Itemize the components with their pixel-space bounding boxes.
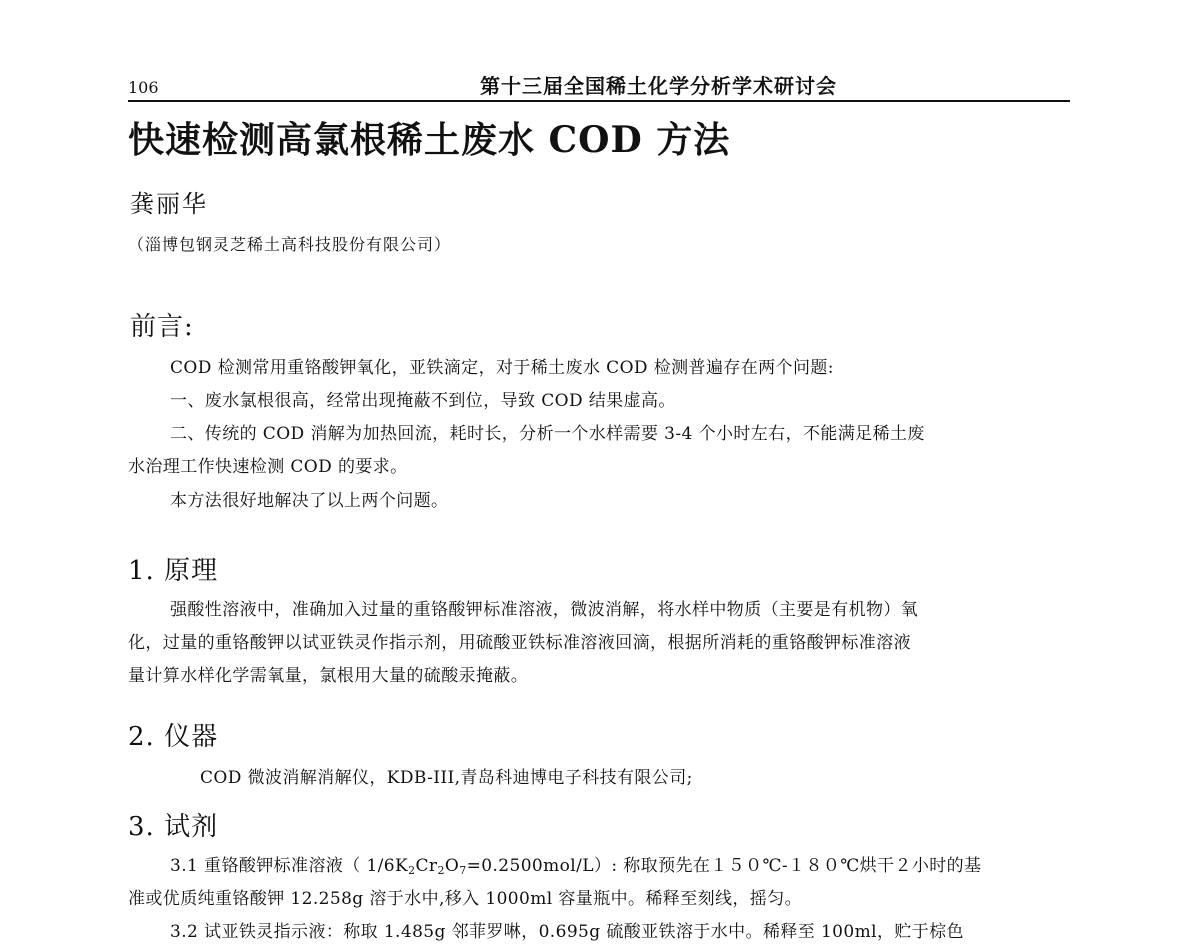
journal-title: 第十三届全国稀土化学分析学术研讨会 (480, 74, 837, 98)
instrument-text: COD 微波消解消解仪，KDB-III,青岛科迪博电子科技有限公司; (200, 768, 693, 788)
section-reagents-heading: 3. 试剂 (128, 812, 219, 842)
section-reagents-body (128, 850, 1070, 949)
reagent-1-text-o: O (444, 856, 460, 876)
reagent-1-text-start: 3.1 重铬酸钾标准溶液（ 1/6K (170, 856, 409, 876)
principle-line-2: 化，过量的重铬酸钾以试亚铁灵作指示剂，用硫酸亚铁标准溶液回滴，根据所消耗的重铬酸钾标准溶液 (128, 633, 911, 654)
paper-title: 快速检测高氯根稀土废水 COD 方法 (128, 119, 731, 161)
running-header (128, 70, 1070, 102)
reagent-1-text-end: =0.2500mol/L）: 称取预先在１５０℃-１８０℃烘干２小时的基 (466, 856, 982, 876)
reagent-1-sub-cr: 2 (437, 864, 445, 877)
section-instrument-heading: 2. 仪器 (128, 722, 219, 752)
preface-paragraph-2: 一、废水氯根很高，经常出现掩蔽不到位，导致 COD 结果虚高。 (170, 391, 676, 412)
preface-paragraph-3-line-1: 二、传统的 COD 消解为加热回流，耗时长，分析一个水样需要 3-4 个小时左右，不能满足稀土废 (170, 424, 925, 445)
reagent-2-line-1: 3.2 试亚铁灵指示液：称取 1.485g 邻菲罗啉，0.695g 硫酸亚铁溶于水中。稀释至 100ml，贮于棕色 (170, 922, 964, 943)
section-principle-body (128, 594, 1070, 693)
reagent-1-sub-o: 7 (459, 864, 467, 877)
preface-paragraph-1: COD 检测常用重铬酸钾氧化，亚铁滴定，对于稀土废水 COD 检测普遍存在两个问题: (170, 358, 834, 378)
section-principle-heading: 1. 原理 (128, 556, 219, 586)
principle-line-3: 量计算水样化学需氧量，氯根用大量的硫酸汞掩蔽。 (128, 666, 529, 687)
author-name: 龚丽华 (130, 190, 208, 218)
principle-line-1: 强酸性溶液中，准确加入过量的重铬酸钾标准溶液，微波消解，将水样中物质（主要是有机物）氧 (170, 600, 919, 620)
section-instrument-body (200, 762, 1070, 795)
reagent-1-line-2: 准或优质纯重铬酸钾 12.258g 溶于水中,移入 1000ml 容量瓶中。稀释至刻线，摇匀。 (128, 889, 803, 910)
reagent-1-text-cr: Cr (415, 856, 438, 876)
preface-paragraph-4: 本方法很好地解决了以上两个问题。 (170, 490, 449, 511)
preface-paragraph-3-line-2: 水治理工作快速检测 COD 的要求。 (128, 457, 408, 478)
preface-body (128, 352, 1070, 518)
preface-heading: 前言: (130, 312, 194, 342)
page-number: 106 (128, 78, 159, 97)
author-affiliation: （淄博包钢灵芝稀土高科技股份有限公司） (128, 235, 452, 254)
reagent-1-sub-k: 2 (408, 864, 416, 877)
